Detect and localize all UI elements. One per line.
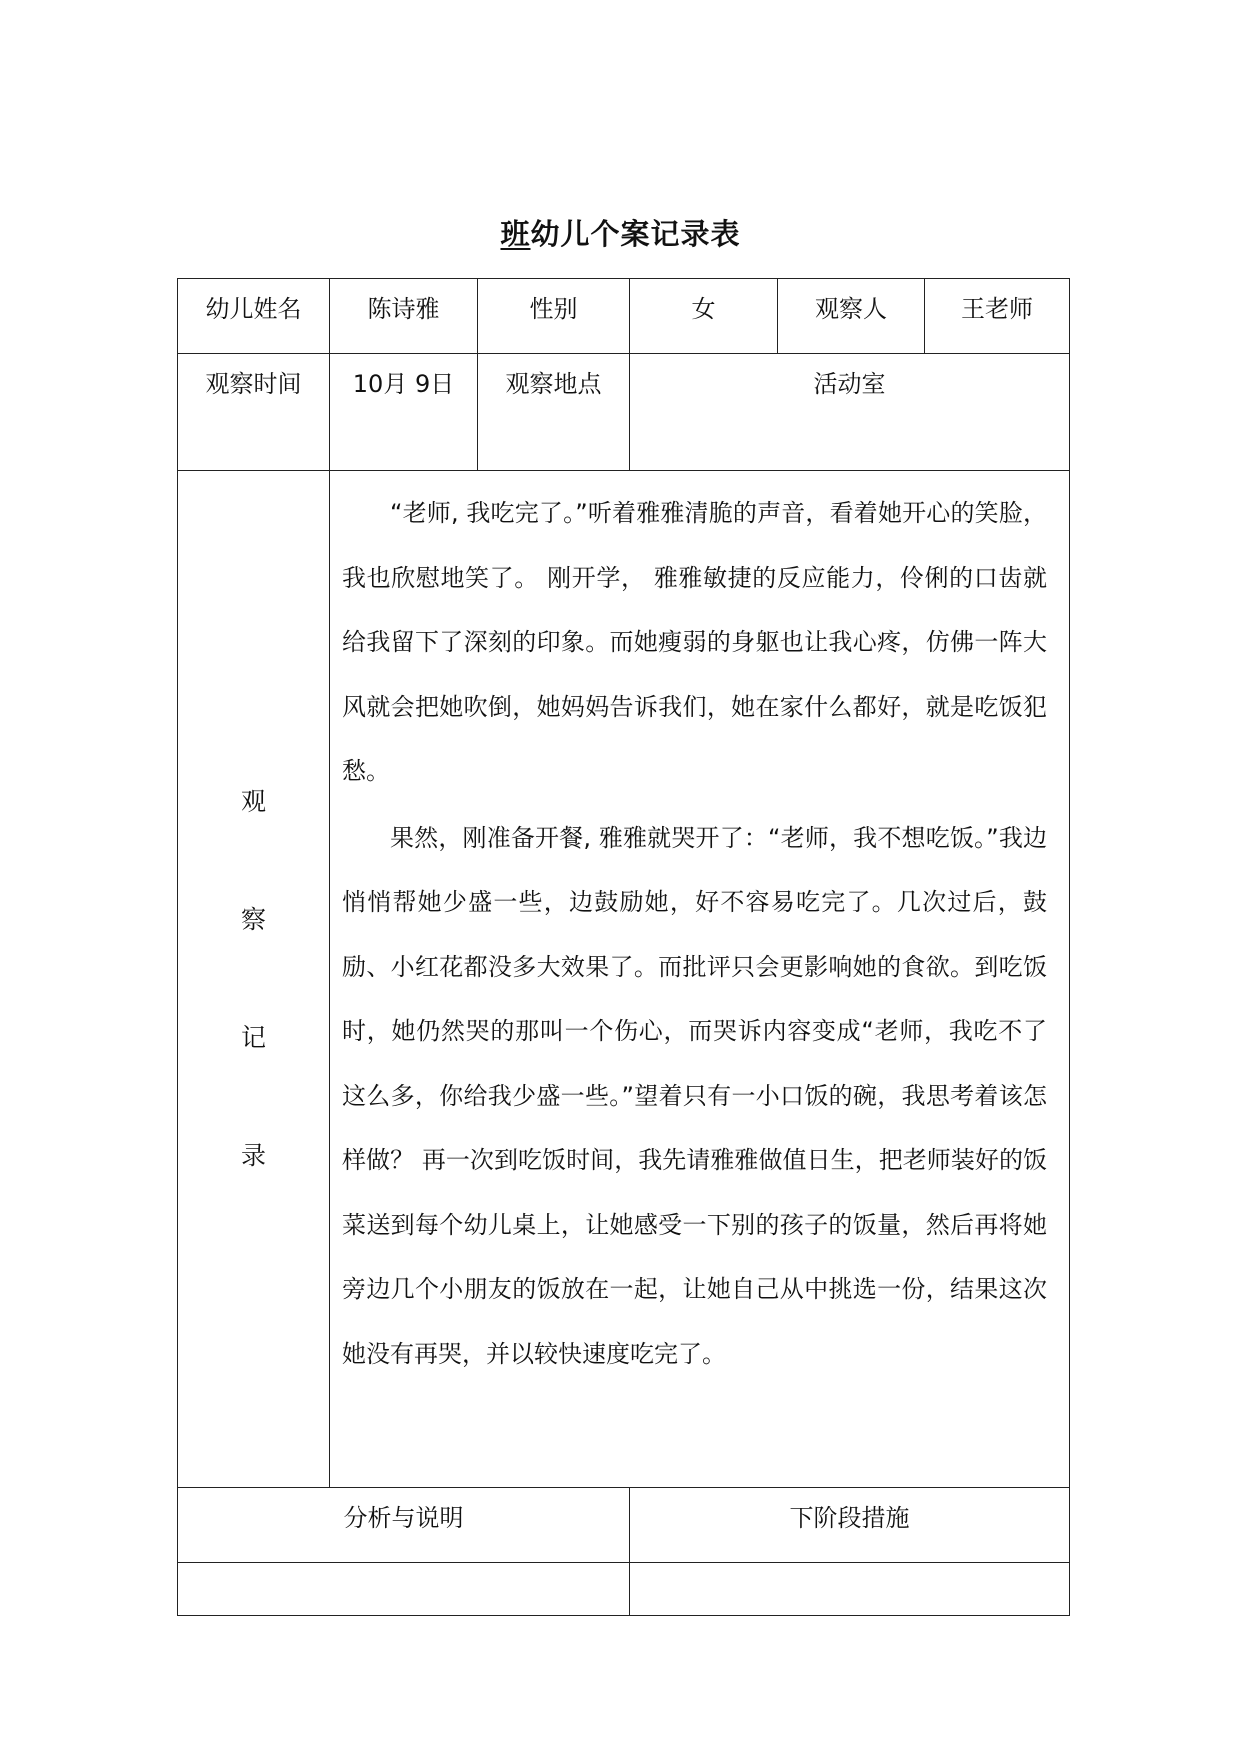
table-row-observation: [178, 471, 1070, 1488]
title-text: 幼儿个案记录表: [530, 217, 741, 251]
observer-value: 王老师: [925, 279, 1070, 354]
table-row-analysis-content: [178, 1563, 1070, 1616]
gender-label: 性别: [478, 279, 630, 354]
page-title: [0, 212, 1241, 253]
table-row-analysis-header: [178, 1488, 1070, 1563]
record-table: [177, 278, 1070, 1616]
table-row-basic-info: [178, 279, 1070, 354]
observation-label-char: 记: [240, 1023, 266, 1052]
analysis-label: 分析与说明: [178, 1488, 630, 1563]
observation-label-char: 观: [240, 787, 266, 816]
analysis-content[interactable]: [178, 1563, 630, 1616]
observation-label-char: 察: [240, 905, 266, 934]
place-value: 活动室: [630, 354, 1070, 471]
name-label: 幼儿姓名: [178, 279, 330, 354]
observation-record: [330, 471, 1070, 1488]
observation-paragraph: 果然，刚准备开餐, 雅雅就哭开了：“老师，我不想吃饭。”我边悄悄帮她少盛一些，边鼓励她，好不容易吃完了。几次过后，鼓励、小红花都没多大效果了。而批评只会更影响她的食欲。到吃饭时，她仍然哭的那叫一个伤心，而哭诉内容变成“老师，我吃不了这么多，你给我少盛一些。”望着只有一小口饭的碗，我思考着该怎样做？ 再一次到吃饭时间，我先请雅雅做值日生，把老师装好的饭菜送到每个幼儿桌上，让她感受一下别的孩子的饭量，然后再将她旁边几个小朋友的饭放在一起，让她自己从中挑选一份，结果这次她没有再哭，并以较快速度吃完了。: [342, 823, 1047, 1368]
observation-paragraph: “老师, 我吃完了。”听着雅雅清脆的声音，看着她开心的笑脸，我也欣慰地笑了。 刚开学， 雅雅敏捷的反应能力，伶俐的口齿就给我留下了深刻的印象。而她瘦弱的身躯也让我心疼，仿佛一阵大风就会把她吹倒，她妈妈告诉我们，她在家什么都好，就是吃饭犯愁。: [342, 499, 1047, 785]
gender-value: 女: [630, 279, 778, 354]
next-steps-content[interactable]: [630, 1563, 1070, 1616]
next-steps-label: 下阶段措施: [630, 1488, 1070, 1563]
observer-label: 观察人: [778, 279, 925, 354]
table-row-time-place: [178, 354, 1070, 471]
name-value: 陈诗雅: [330, 279, 478, 354]
place-label: 观察地点: [478, 354, 630, 471]
time-value: 10月 9日: [330, 354, 478, 471]
time-label: 观察时间: [178, 354, 330, 471]
observation-label-char: 录: [240, 1141, 266, 1170]
observation-label: [178, 471, 330, 1488]
title-class-prefix: 班: [500, 217, 531, 251]
